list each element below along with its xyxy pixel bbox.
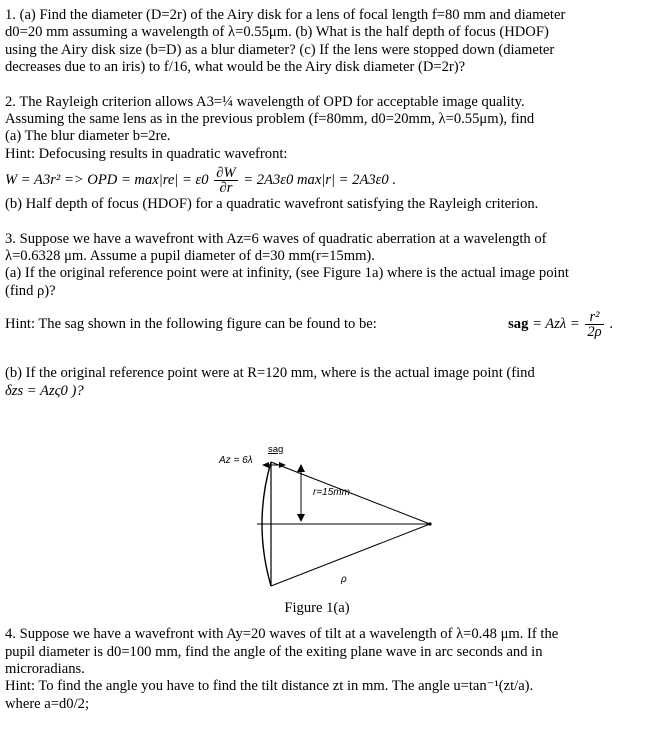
document-page bbox=[5, 7, 629, 713]
upper-ray bbox=[271, 462, 430, 524]
figure-1a bbox=[5, 400, 629, 658]
q2-eq-right: = 2A3ε0 max|r| = 2A3ε0 . bbox=[243, 172, 396, 189]
question-1 bbox=[5, 7, 629, 77]
q3-line-2: λ=0.6328 μm. Assume a pupil diameter of d=30 mm(r=15mm). bbox=[5, 248, 375, 265]
radius-arrow-head-top bbox=[297, 464, 305, 472]
figure-1a-diagram bbox=[5, 400, 629, 590]
q2-eq-frac-den: ∂r bbox=[219, 180, 233, 197]
sag-arrow-head-left bbox=[262, 462, 269, 468]
focus-point bbox=[428, 522, 431, 525]
q4-line-1: 4. Suppose we have a wavefront with Ay=20 waves of tilt at a wavelength of λ=0.48 μm. If the bbox=[5, 626, 559, 643]
q3-line-1: 3. Suppose we have a wavefront with Az=6 waves of quadratic aberration at a wavelength of bbox=[5, 230, 547, 247]
q3-part-b-line-2: δzs = Azς0 )? bbox=[5, 382, 84, 399]
q4-where: where a=d0/2; bbox=[5, 695, 90, 712]
q3-hint-frac-num: r² bbox=[585, 310, 603, 325]
q3-hint-fraction bbox=[585, 310, 603, 339]
q3-hint-formula bbox=[508, 310, 613, 339]
q1-line-4: decreases due to an iris) to f/16, what would be the Airy disk diameter (D=2r)? bbox=[5, 59, 466, 76]
q2-eq-fraction bbox=[214, 166, 237, 195]
q2-line-1: 2. The Rayleigh criterion allows A3=¼ wavelength of OPD for acceptable image quality. bbox=[5, 93, 525, 110]
q2-equation bbox=[5, 166, 629, 195]
radius-label: r=15mm bbox=[313, 487, 350, 499]
sag-label: sag bbox=[268, 444, 284, 456]
radius-arrow-head-bottom bbox=[297, 514, 305, 522]
q4-line-2: pupil diameter is d0=100 mm, find the angle of the exiting plane wave in arc seconds and in bbox=[5, 643, 543, 660]
question-3 bbox=[5, 231, 629, 400]
q3-hint bbox=[5, 310, 629, 339]
q1-line-2: d0=20 mm assuming a wavelength of λ=0.55μm. (b) What is the half depth of focus (HDOF) bbox=[5, 24, 549, 41]
q4-line-3: microradians. bbox=[5, 660, 85, 677]
q1-line-3: using the Airy disk size (b=D) as a blur diameter? (c) If the lens were stopped down (diameter bbox=[5, 41, 555, 58]
lower-ray bbox=[271, 524, 430, 586]
q3-hint-eq: = Azλ = bbox=[532, 316, 580, 333]
q3-part-b-line-1: (b) If the original reference point were at R=120 mm, where is the actual image point (find bbox=[5, 365, 535, 382]
q2-hint: Hint: Defocusing results in quadratic wavefront: bbox=[5, 145, 288, 162]
q3-hint-sag: sag bbox=[508, 316, 529, 333]
figure-caption: Figure 1(a) bbox=[284, 600, 350, 617]
rho-label: ρ bbox=[341, 574, 347, 586]
q2-part-b: (b) Half depth of focus (HDOF) for a quadratic wavefront satisfying the Rayleigh criterion. bbox=[5, 196, 539, 213]
q3-line-4: (find ρ)? bbox=[5, 282, 56, 299]
q3-hint-end: . bbox=[609, 316, 613, 333]
question-2 bbox=[5, 94, 629, 214]
q3-hint-frac-den: 2ρ bbox=[587, 324, 602, 341]
az-label: Az = 6λ bbox=[219, 455, 253, 467]
q2-eq-frac-num: ∂W bbox=[216, 165, 236, 182]
q2-eq-left: W = A3r² => OPD = max|re| = ε0 bbox=[5, 172, 209, 189]
q2-line-2: Assuming the same lens as in the previous problem (f=80mm, d0=20mm, λ=0.55μm), find bbox=[5, 111, 535, 128]
q1-line-1: 1. (a) Find the diameter (D=2r) of the Airy disk for a lens of focal length f=80 mm and diameter bbox=[5, 7, 566, 23]
q3-line-3: (a) If the original reference point were at infinity, (see Figure 1a) where is the actual image point bbox=[5, 265, 569, 282]
q3-hint-text: Hint: The sag shown in the following figure can be found to be: bbox=[5, 316, 377, 333]
q2-part-a: (a) The blur diameter b=2re. bbox=[5, 128, 171, 145]
q4-hint: Hint: To find the angle you have to find the tilt distance zt in mm. The angle u=tan⁻¹(zt/a). bbox=[5, 678, 534, 695]
